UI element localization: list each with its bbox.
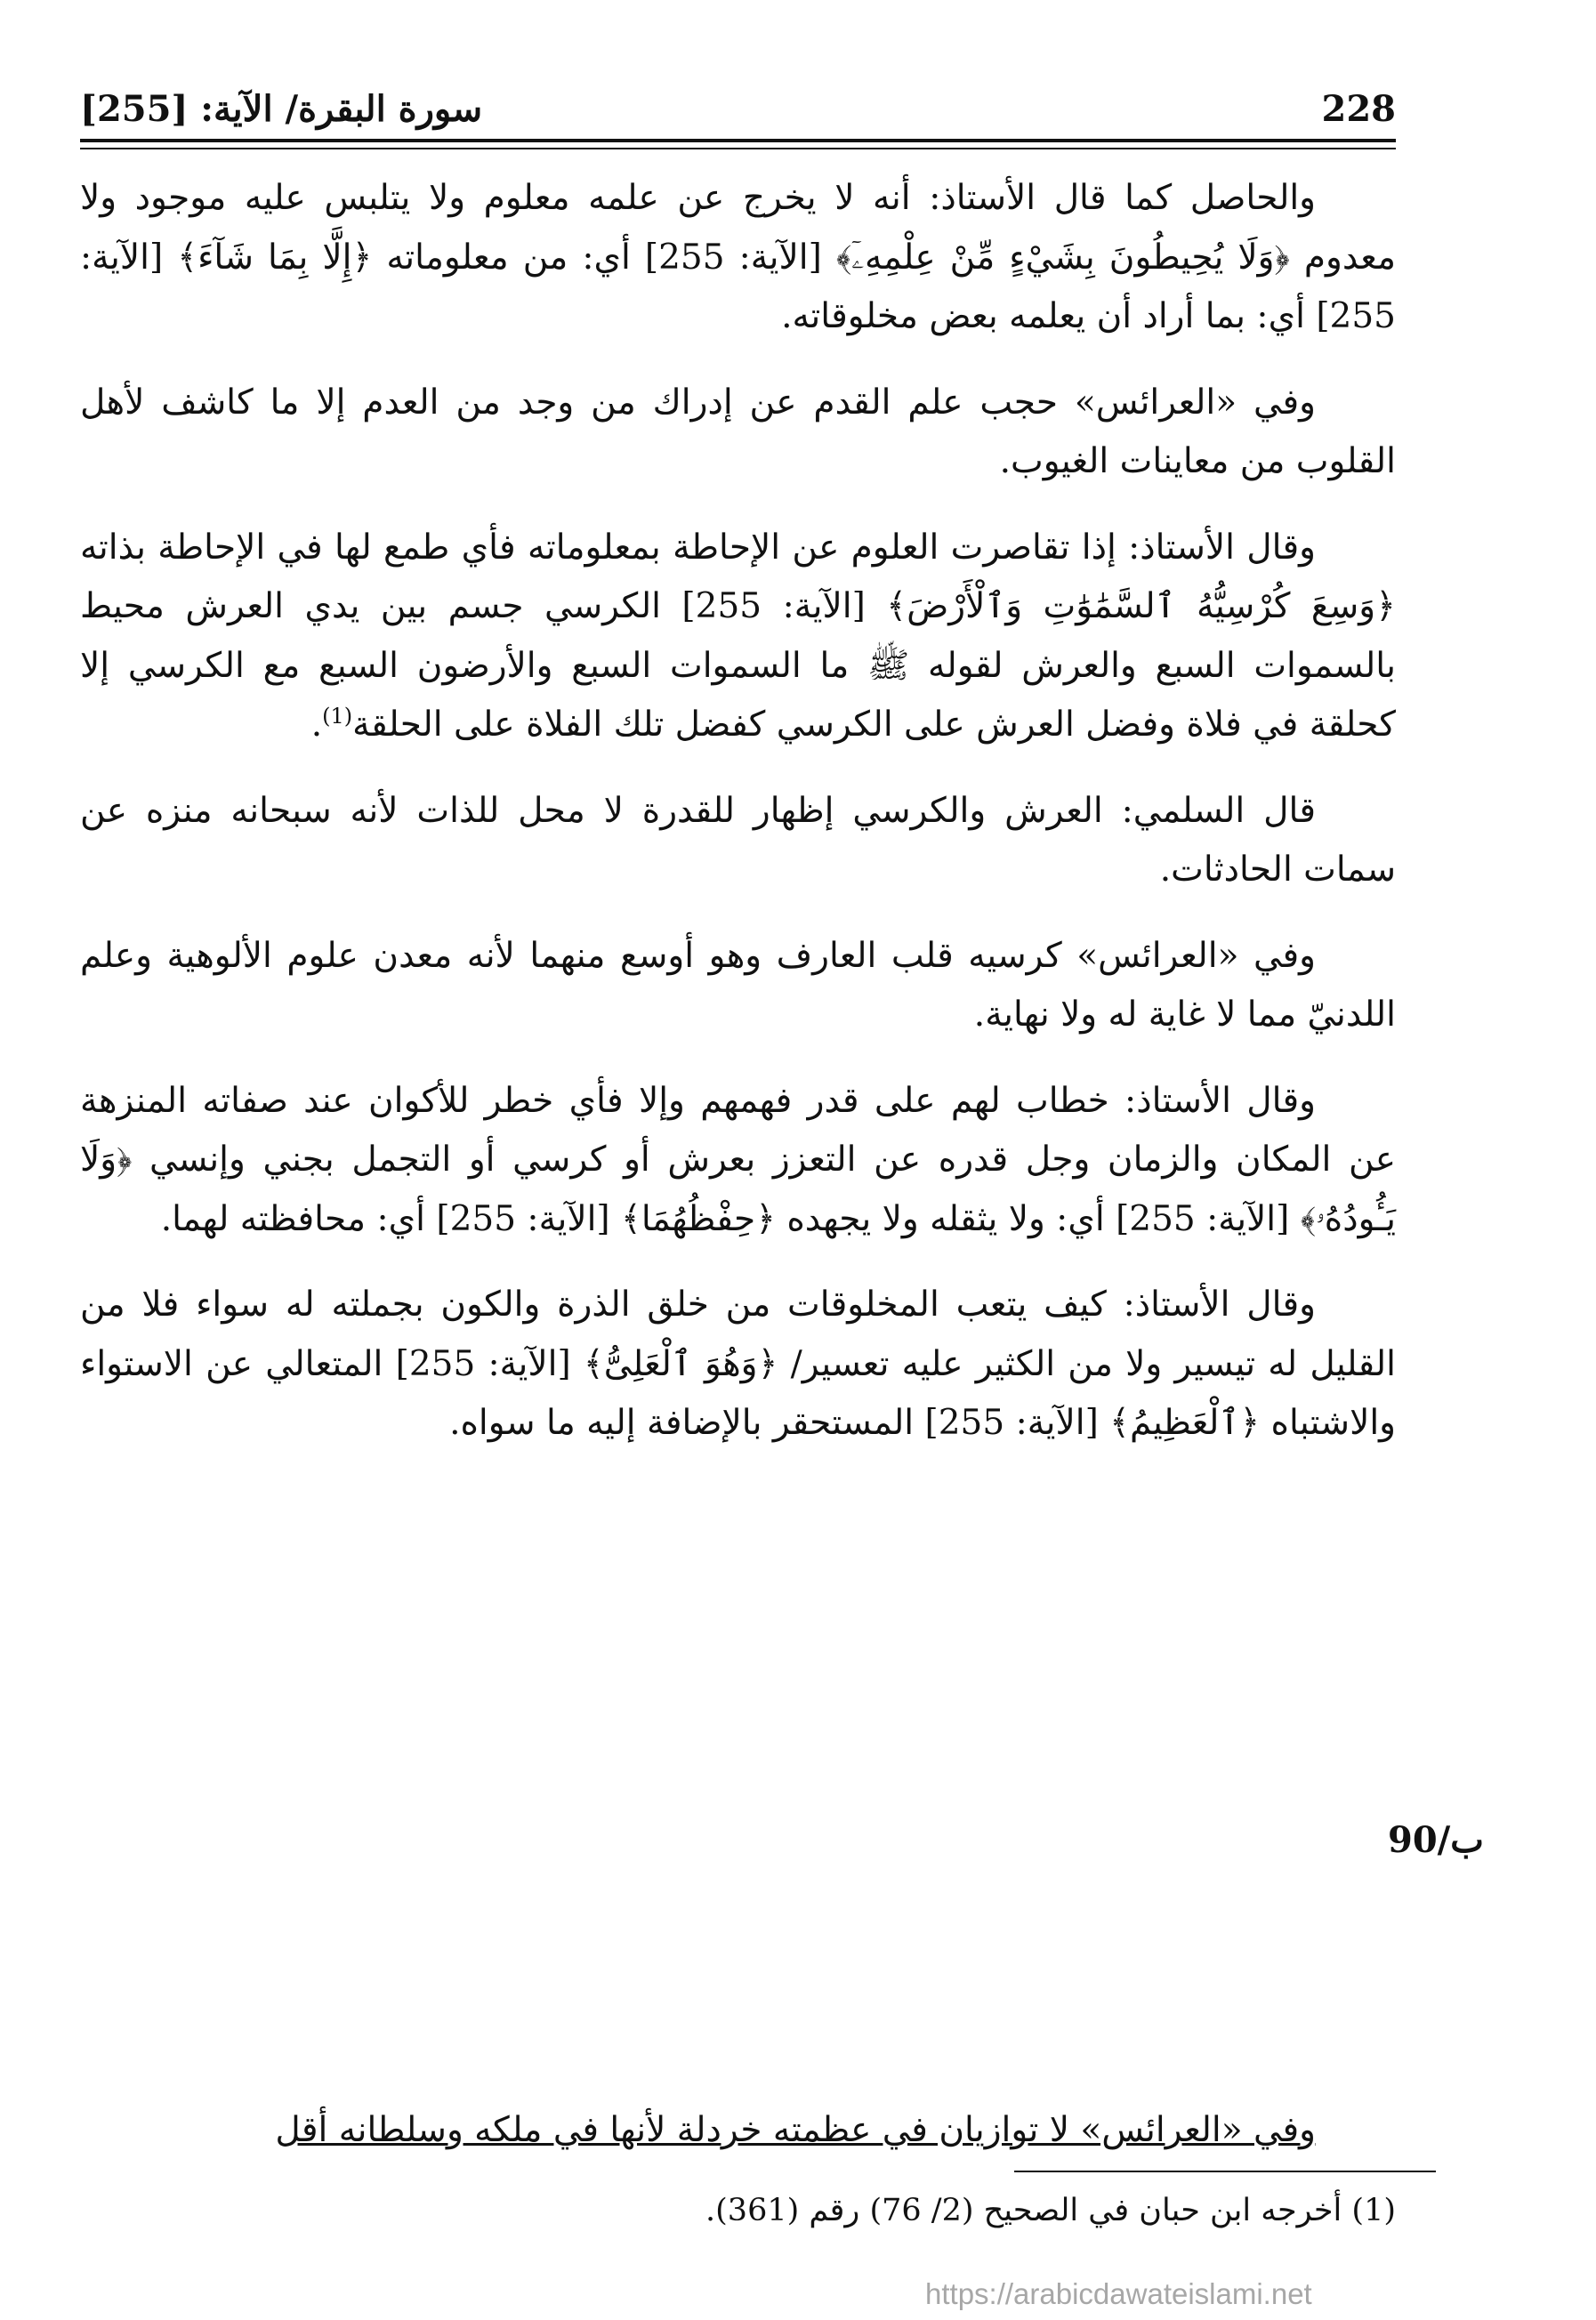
paragraph-text: وقال الأستاذ: إذا تقاصرت العلوم عن الإحاطة بمعلوماته فأي طمع لها في الإحاطة بذاته ﴿وَسِعَ كُرْسِيُّهُ ٱلسَّمَٰوَٰتِ وَٱلْأَرْضَ﴾ [الآية: 255] الكرسي جسم بين يدي العرش محيط بالسموات السبع والعرش لقوله ﷺ ما السموات السبع والأرضون السبع مع الكرسي إلا كحلقة في فلاة وفضل العرش على الكرسي كفضل تلك الفلاة على الحلقة: [80, 527, 1396, 745]
footnote: (1) أخرجه ابن حبان في الصحيح (2/ 76) رقم (361).: [705, 2193, 1396, 2228]
page-number: 228: [1321, 87, 1396, 130]
paragraph: والحاصل كما قال الأستاذ: أنه لا يخرج عن علمه معلوم ولا يتلبس عليه موجود ولا معدوم ﴿وَلَا يُحِيطُونَ بِشَيْءٍ مِّنْ عِلْمِهِۦٓ﴾ [الآية: 255] أي: من معلوماته ﴿إِلَّا بِمَا شَآءَ﴾ [الآية: 255] أي: بما أراد أن يعلمه بعض مخلوقاته.: [80, 178, 1396, 336]
paragraph: قال السلمي: العرش والكرسي إظهار للقدرة لا محل للذات لأنه سبحانه منزه عن سمات الحادثات.: [80, 790, 1396, 890]
cut-off-line: وفي «العرائس» لا توازيان في عظمته خردلة لأنها في ملكه وسلطانه أقل: [275, 2110, 1316, 2150]
watermark: https://arabicdawateislami.net: [925, 2277, 1312, 2310]
page-header: [80, 82, 1396, 135]
manuscript-folio-marker: 90/ب: [1388, 1819, 1484, 1861]
header-rule-thick: [80, 139, 1396, 142]
footnote-rule: [1014, 2171, 1436, 2172]
header-rule-thin: [80, 148, 1396, 149]
paragraph: وفي «العرائس» كرسيه قلب العارف وهو أوسع منهما لأنه معدن علوم الألوهية وعلم اللدنيّ مما لا غاية له ولا نهاية.: [80, 935, 1396, 1035]
paragraph: وقال الأستاذ: خطاب لهم على قدر فهمهم وإلا فأي خطر للأكوان عند صفاته المنزهة عن المكان والزمان وجل قدره عن التعزز بعرش أو كرسي أو التجمل بجني وإنسي ﴿وَلَا يَـُٔودُهُۥ﴾ [الآية: 255] أي: ولا يثقله ولا يجهده ﴿حِفْظُهُمَا﴾ [الآية: 255] أي: محافظته لهما.: [80, 1080, 1396, 1239]
running-title: سورة البقرة/ الآية: [255]: [80, 87, 483, 130]
paragraph: وقال الأستاذ: كيف يتعب المخلوقات من خلق الذرة والكون بجملته له سواء فلا من القليل له تيسير ولا من الكثير عليه تعسير/ ﴿وَهُوَ ٱلْعَلِىُّ﴾ [الآية: 255] المتعالي عن الاستواء والاشتباه ﴿ٱلْعَظِيمُ﴾ [الآية: 255] المستحقر بالإضافة إليه ما سواه.: [80, 1285, 1396, 1443]
paragraph-end: .: [310, 705, 323, 745]
paragraph: وفي «العرائس» حجب علم القدم عن إدراك من وجد من العدم إلا ما كاشف لأهل القلوب من معاينات الغيوب.: [80, 382, 1396, 481]
footnote-reference: (1): [322, 704, 353, 729]
paragraph: [80, 519, 1396, 755]
body-text: [80, 169, 1396, 1480]
